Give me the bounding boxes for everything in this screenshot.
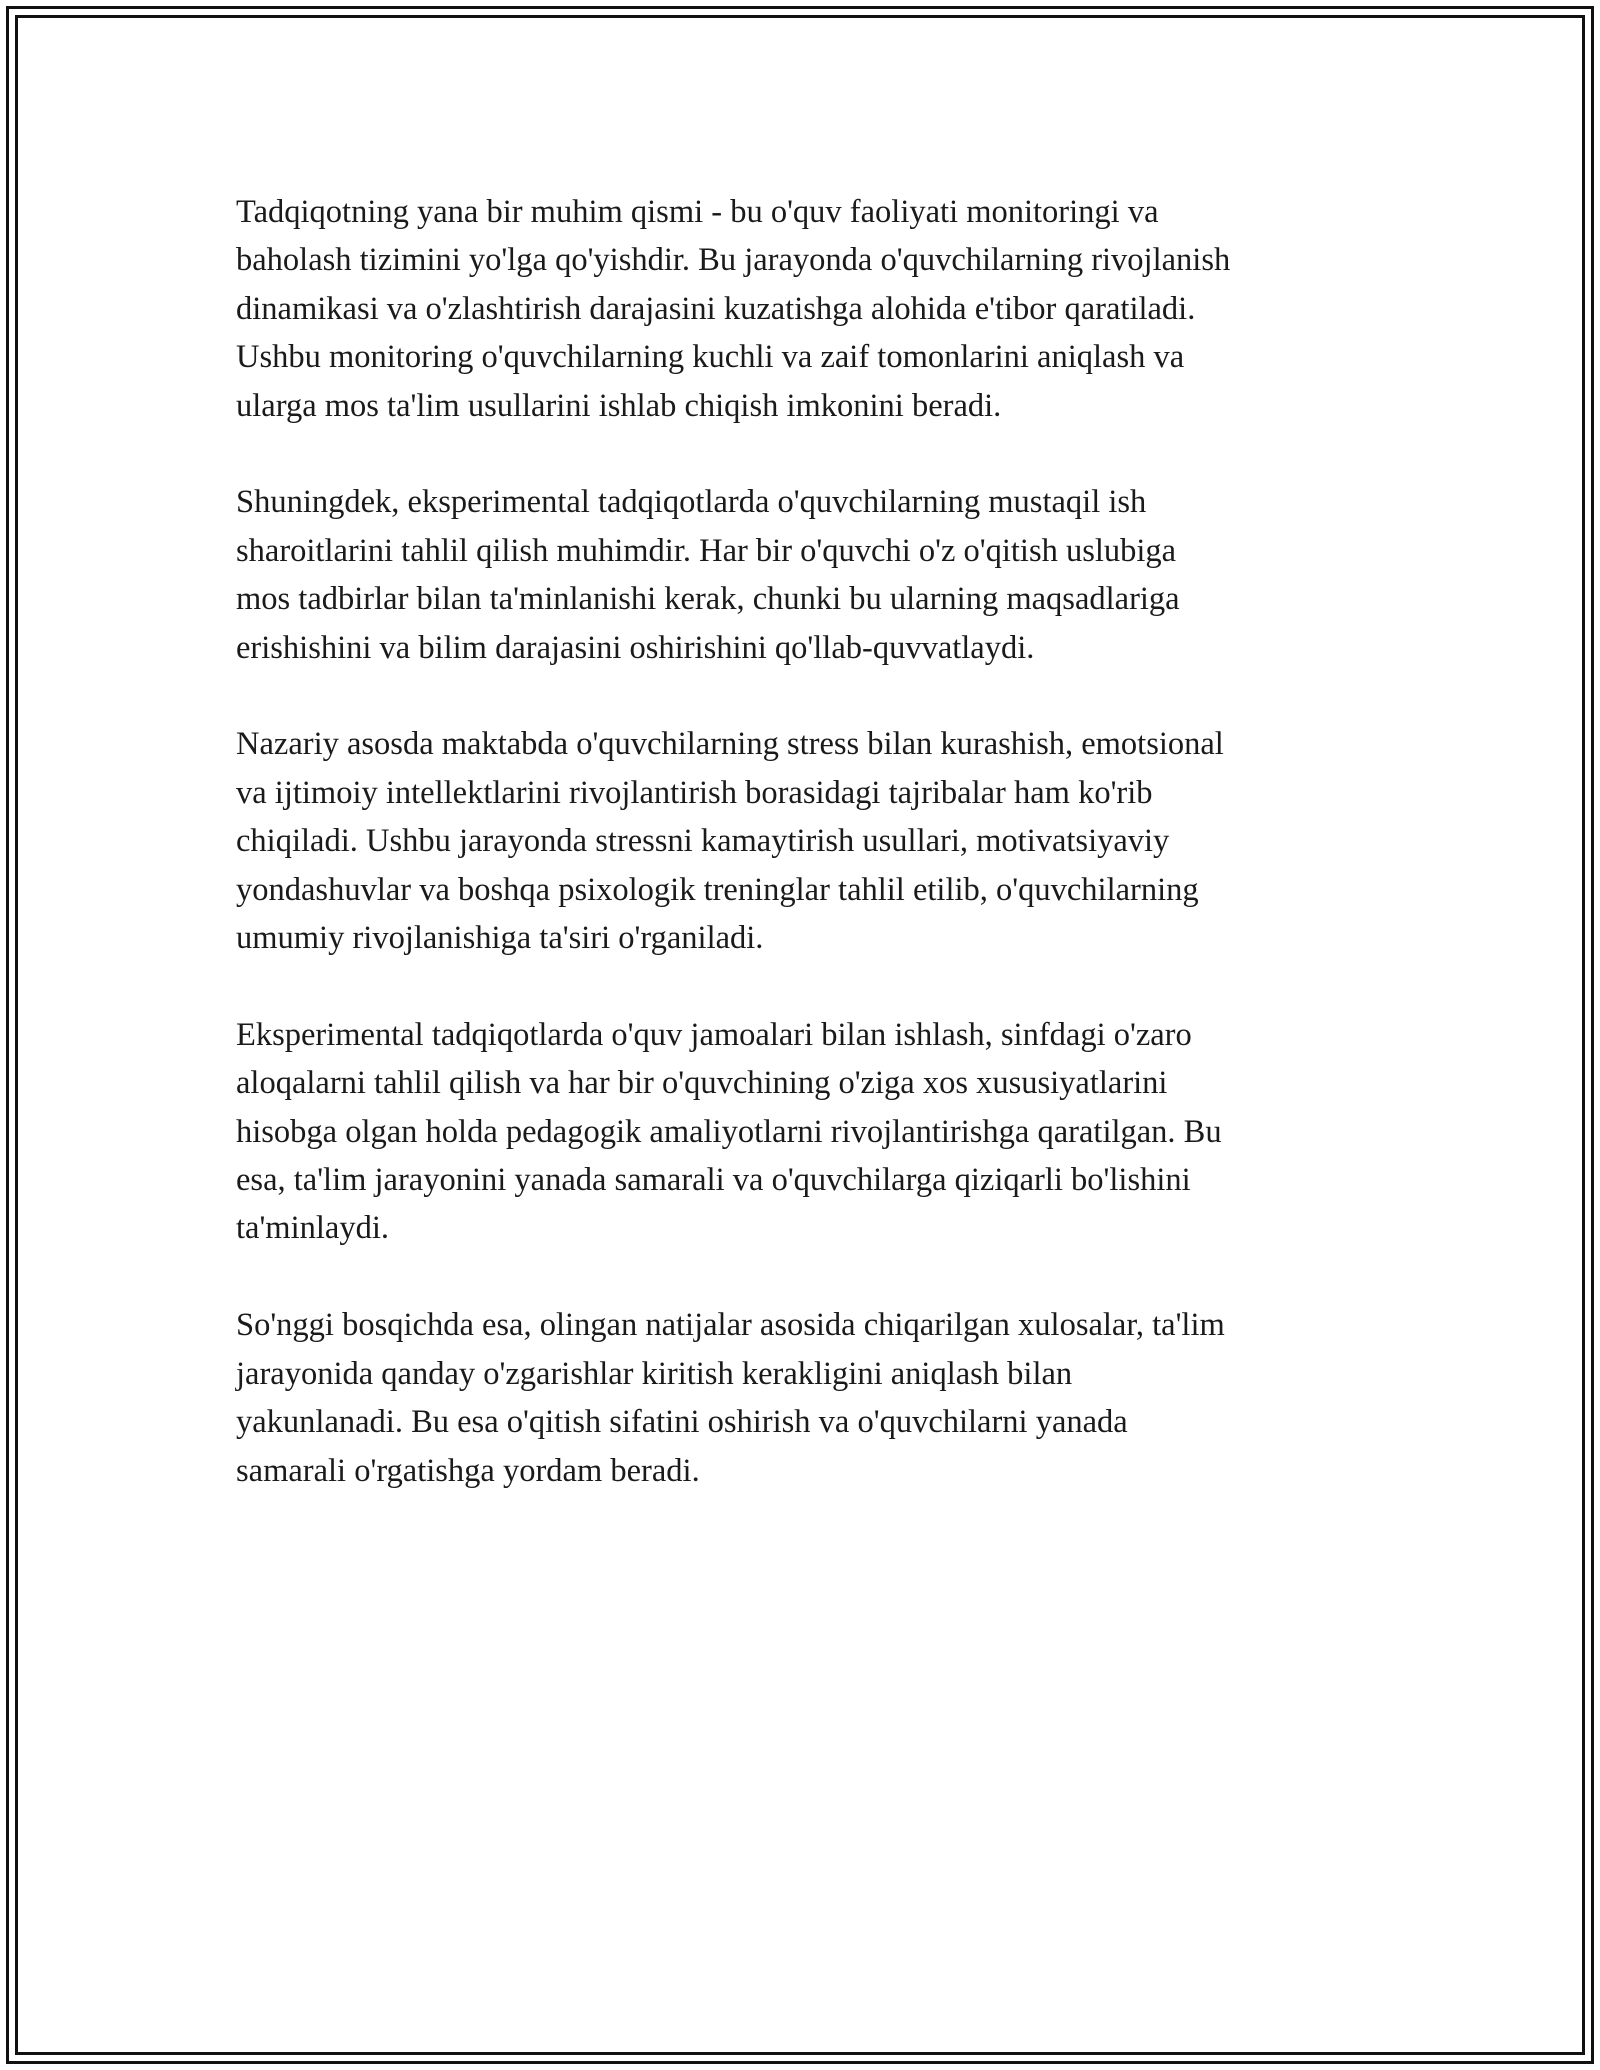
text-line: ta'minlaydi. (236, 1210, 389, 1247)
text-line: esa, ta'lim jarayonini yanada samarali va o'quvchilarga qiziqarli bo'lishini (236, 1162, 1191, 1199)
text-line: Shuningdek, eksperimental tadqiqotlarda o'quvchilarning mustaqil ish (236, 484, 1147, 521)
paragraph-4 (236, 1011, 1396, 1253)
text-line: umumiy rivojlanishiga ta'siri o'rganiladi. (236, 920, 764, 957)
text-line: Nazariy asosda maktabda o'quvchilarning stress bilan kurashish, emotsional (236, 726, 1224, 763)
text-line: aloqalarni tahlil qilish va har bir o'quvchining o'ziga xos xususiyatlarini (236, 1065, 1168, 1102)
text-line: samarali o'rgatishga yordam beradi. (236, 1452, 700, 1489)
text-line: dinamikasi va o'zlashtirish darajasini kuzatishga alohida e'tibor qaratiladi. (236, 290, 1196, 327)
paragraph-2 (236, 478, 1396, 672)
text-line: baholash tizimini yo'lga qo'yishdir. Bu jarayonda o'quvchilarning rivojlanish (236, 242, 1231, 279)
text-line: va ijtimoiy intellektlarini rivojlantirish borasidagi tajribalar ham ko'rib (236, 774, 1153, 811)
text-line: ularga mos ta'lim usullarini ishlab chiqish imkonini beradi. (236, 387, 1002, 424)
text-line: mos tadbirlar bilan ta'minlanishi kerak, chunki bu ularning maqsadlariga (236, 581, 1180, 618)
text-line: sharoitlarini tahlil qilish muhimdir. Har bir o'quvchi o'z o'qitish uslubiga (236, 532, 1177, 569)
text-line: erishishini va bilim darajasini oshirishini qo'llab-quvvatlaydi. (236, 629, 1035, 666)
text-line: yondashuvlar va boshqa psixologik treninglar tahlil etilib, o'quvchilarning (236, 871, 1199, 908)
document-body (236, 188, 1396, 1543)
text-line: chiqiladi. Ushbu jarayonda stressni kamaytirish usullari, motivatsiyaviy (236, 823, 1170, 860)
paragraph-5 (236, 1301, 1396, 1495)
text-line: hisobga olgan holda pedagogik amaliyotlarni rivojlantirishga qaratilgan. Bu (236, 1113, 1222, 1150)
text-line: Ushbu monitoring o'quvchilarning kuchli va zaif tomonlarini aniqlash va (236, 339, 1185, 376)
text-line: yakunlanadi. Bu esa o'qitish sifatini oshirish va o'quvchilarni yanada (236, 1404, 1128, 1441)
text-line: Eksperimental tadqiqotlarda o'quv jamoalari bilan ishlash, sinfdagi o'zaro (236, 1016, 1192, 1053)
text-line: So'nggi bosqichda esa, olingan natijalar asosida chiqarilgan xulosalar, ta'lim (236, 1307, 1225, 1344)
text-line: jarayonida qanday o'zgarishlar kiritish kerakligini aniqlash bilan (236, 1355, 1073, 1392)
paragraph-1 (236, 188, 1396, 430)
text-line: Tadqiqotning yana bir muhim qismi - bu o'quv faoliyati monitoringi va (236, 194, 1159, 230)
paragraph-3 (236, 720, 1396, 962)
